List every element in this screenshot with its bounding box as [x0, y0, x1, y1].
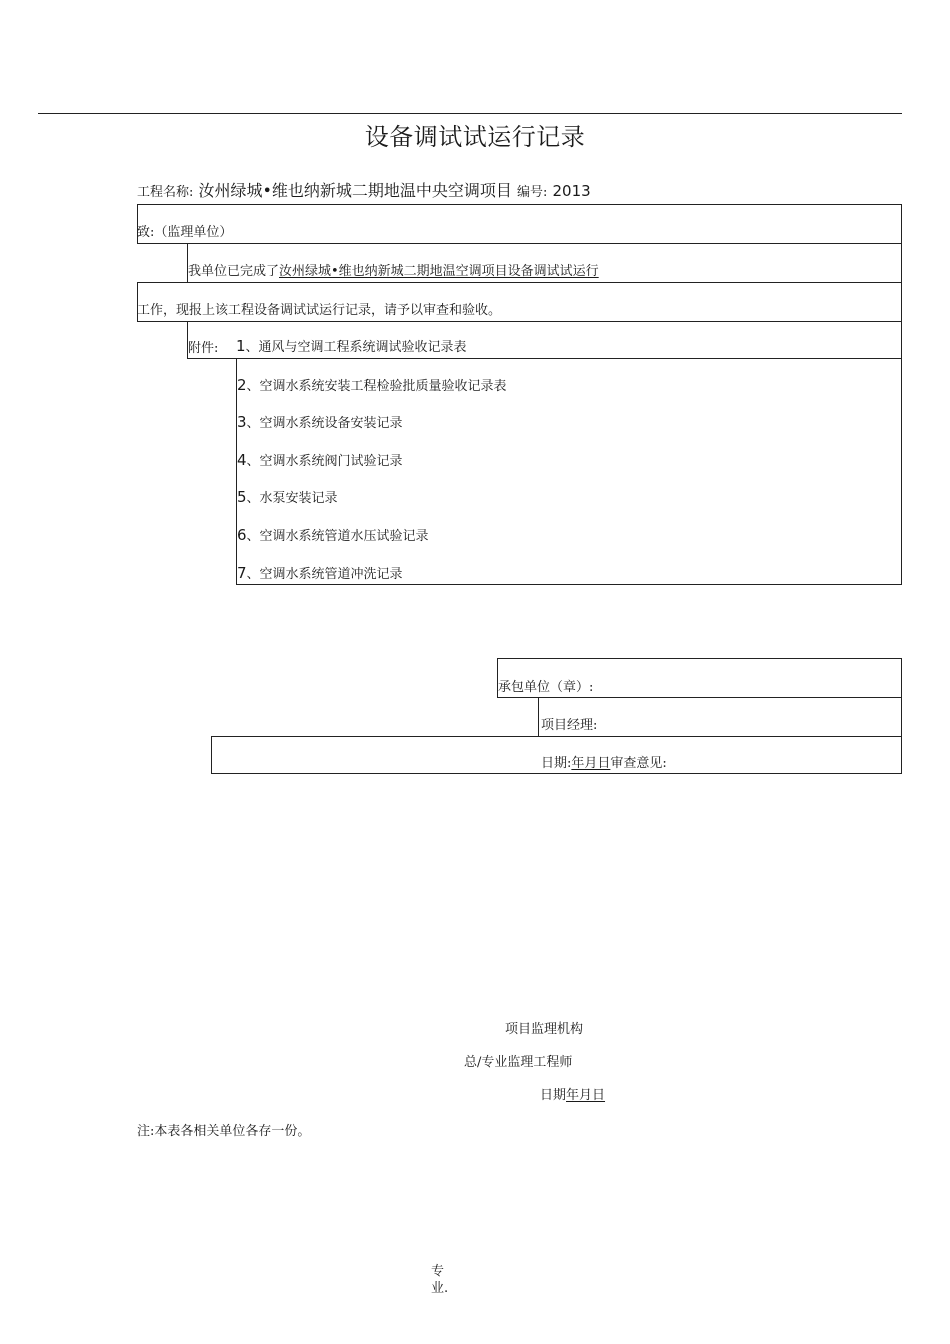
- body-line-1: [188, 260, 599, 279]
- attachment-text: 、水泵安装记录: [246, 491, 338, 506]
- attachment-text: 、空调水系统设备安装记录: [246, 416, 403, 431]
- attachment-item: [236, 336, 467, 355]
- attachment-item: [237, 487, 338, 506]
- attachment-num: 7: [237, 564, 247, 582]
- footer-line-1: 专: [431, 1264, 445, 1279]
- date-ymd: 年月日: [571, 756, 611, 771]
- body-prefix: 我单位已完成了: [188, 264, 280, 279]
- to-row: [137, 204, 902, 244]
- attachment-label: 附件:: [188, 341, 219, 356]
- footnote: 注:本表各相关单位各存一份。: [137, 1124, 311, 1139]
- supervision-date-ymd: 年月日: [566, 1088, 606, 1103]
- attachment-num: 6: [237, 526, 247, 544]
- attachment-num: 1: [236, 337, 246, 355]
- attachment-text: 、空调水系统管道冲洗记录: [246, 567, 403, 582]
- supervision-org: 项目监理机构: [505, 1022, 584, 1037]
- attachment-text: 、通风与空调工程系统调试验收记录表: [245, 340, 467, 355]
- attachment-item: [237, 525, 429, 544]
- contractor-label: 承包单位（章）:: [498, 680, 594, 695]
- number-value: 2013: [552, 182, 591, 200]
- attachment-text: 、空调水系统管道水压试验记录: [246, 529, 429, 544]
- project-name: 汝州绿城•维也纳新城二期地温中央空调项目: [198, 181, 512, 200]
- supervision-date-label: 日期: [540, 1088, 567, 1103]
- number-label: 编号:: [517, 185, 548, 200]
- page-title: 设备调试试运行记录: [364, 123, 586, 151]
- attachment-text: 、空调水系统阀门试验记录: [246, 454, 403, 469]
- to-line: 致:（监理单位）: [137, 225, 233, 240]
- attachment-item: [237, 375, 507, 394]
- attachment-item: [237, 450, 403, 469]
- attachment-num: 2: [237, 376, 247, 394]
- attachment-item: [237, 412, 403, 431]
- project-line: [137, 178, 591, 201]
- attachment-text: 、空调水系统安装工程检验批质量验收记录表: [246, 379, 507, 394]
- supervision-date: [540, 1084, 605, 1103]
- review-label: 审查意见:: [610, 756, 667, 771]
- date-label: 日期:: [541, 756, 572, 771]
- body-underlined: 汝州绿城•维也纳新城二期地温空调项目设备调试试运行: [279, 264, 599, 279]
- top-rule: [38, 113, 902, 114]
- project-label: 工程名称:: [137, 185, 194, 200]
- attachment-num: 5: [237, 488, 247, 506]
- footer-line-2: 业.: [431, 1281, 449, 1296]
- supervision-engineer: 总/专业监理工程师: [464, 1055, 573, 1070]
- pm-label: 项目经理:: [541, 718, 598, 733]
- date-review-line: [541, 752, 667, 771]
- body-line-2: 工作，现报上该工程设备调试试运行记录，请予以审查和验收。: [137, 303, 502, 318]
- attachment-num: 4: [237, 451, 247, 469]
- attachment-item: [237, 563, 403, 582]
- attachment-num: 3: [237, 413, 247, 431]
